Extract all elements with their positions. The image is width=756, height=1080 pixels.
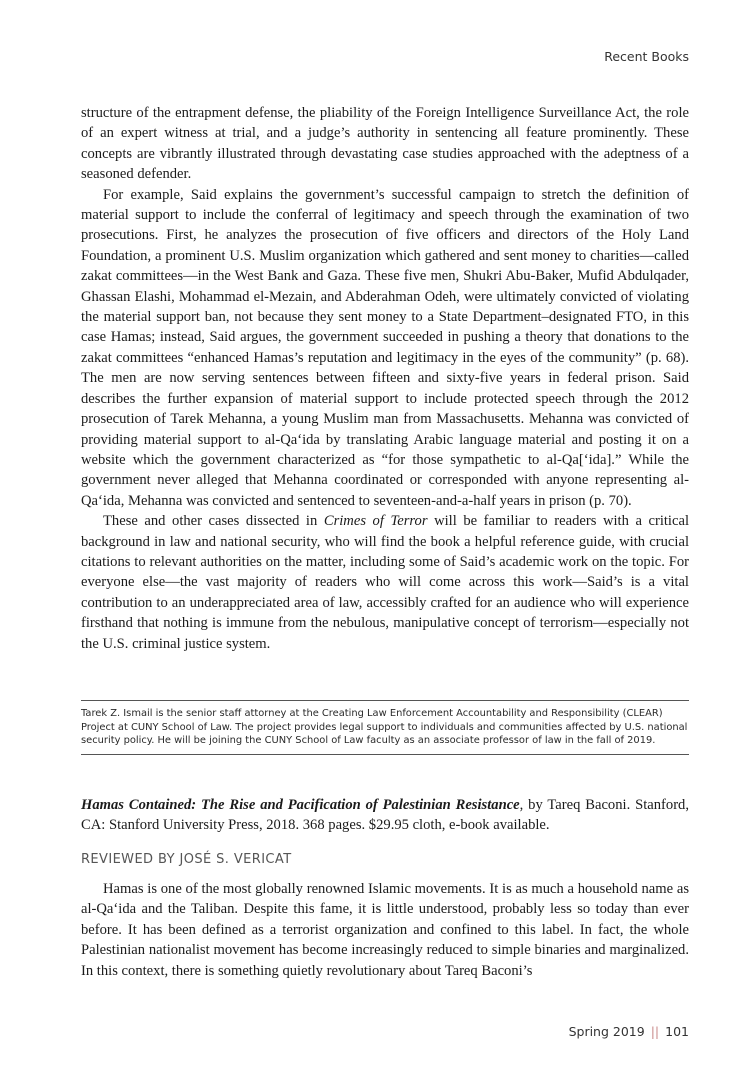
review-body (81, 879, 689, 981)
review-paragraph-1: Hamas is one of the most globally renowned Islamic movements. It is as much a household name as al-Qa‘ida and the Taliban. Despite this fame, it is little understood, probably less so today than ever before. It has been defined as a terrorist organization and confined to this label. In fact, the whole Palestinian nationalist movement has become increasingly reduced to simple binaries and marginalized. In this context, there is something quietly revolutionary about Tareq Baconi’s (81, 881, 689, 979)
page-number: 101 (665, 1024, 689, 1039)
author-bio-text: Tarek Z. Ismail is the senior staff attorney at the Creating Law Enforcement Accountability and Responsibility (CLEAR) Project at CUNY School of Law. The project provides legal support to individuals and communities affected by U.S. national security policy. He will be joining the CUNY School of Law faculty as an associate professor of law in the fall of 2019. (81, 708, 688, 746)
book-title-crimes-of-terror: Crimes of Terror (323, 513, 428, 530)
review-book-info: , by Tareq Baconi. Stanford, CA: Stanford University Press, 2018. 368 pages. $29.95 cloth, e-book available. (81, 797, 689, 834)
reviewer-byline: REVIEWED BY JOSÉ S. VERICAT (81, 852, 292, 867)
page-footer (569, 1024, 689, 1039)
review-book-title: Hamas Contained: The Rise and Pacification of Palestinian Resistance (81, 797, 520, 813)
review-citation (81, 795, 689, 836)
paragraph-3-lead: These and other cases dissected in (103, 513, 324, 530)
running-header: Recent Books (604, 49, 689, 64)
article-paragraph-2: For example, Said explains the government’s successful campaign to stretch the definition of material support to include the conferral of legitimacy and speech through the examination of two prosecutions. First, he analyzes the prosecution of five officers and directors of the Holy Land Foundation, a prominent U.S. Muslim organization which gathered and sent money to charities—called zakat committees—in the West Bank and Gaza. These five men, Shukri Abu-Baker, Mufid Abdulqader, Ghassan Elashi, Mohammad el-Mezain, and Abderahman Odeh, were ultimately convicted of violating the material support ban, not because they sent money to a State Department–designated FTO, in this case Hamas; instead, Said argues, the government succeeded in pushing a theory that donations to the zakat committees “enhanced Hamas’s reputation and legitimacy in the eyes of the community” (p. 68). The men are now serving sentences between fifteen and sixty-five years in federal prison. Said describes the further expansion of material support to include protected speech through the 2012 prosecution of Tarek Mehanna, a young Muslim man from Massachusetts. Mehanna was convicted of providing material support to al-Qa‘ida by translating Arabic language material and posting it on a website which the government characterized as “for those sympathetic to al-Qa[‘ida].” While the government never alleged that Mehanna coordinated or corresponded with anyone representing al-Qa‘ida, Mehanna was convicted and sentenced to seventeen-and-a-half years in prison (p. 70). (81, 186, 689, 509)
author-bio-box (81, 700, 689, 755)
footer-separator: || (650, 1024, 660, 1039)
article-paragraph-3 (81, 511, 689, 654)
paragraph-3-rest: will be familiar to readers with a critical background in law and national security, who will find the book a helpful reference guide, with crucial citations to relevant authorities on the matter, including some of Said’s academic work on the topic. For everyone else—the vast majority of readers who will come across this work—Said’s is a vital contribution to an underappreciated area of law, accessibly crafted for an audience who will experience firsthand that nothing is immune from the nebulous, manipulative concept of terrorism—especially not the U.S. criminal justice system. (81, 513, 689, 652)
issue-label: Spring 2019 (568, 1024, 645, 1039)
article-paragraph-1: structure of the entrapment defense, the pliability of the Foreign Intelligence Surveillance Act, the role of an expert witness at trial, and a judge’s authority in sentencing all feature prominently. These concepts are vibrantly illustrated through devastating case studies approached with the adeptness of a seasoned defender. (81, 105, 689, 183)
article-body (81, 103, 689, 654)
